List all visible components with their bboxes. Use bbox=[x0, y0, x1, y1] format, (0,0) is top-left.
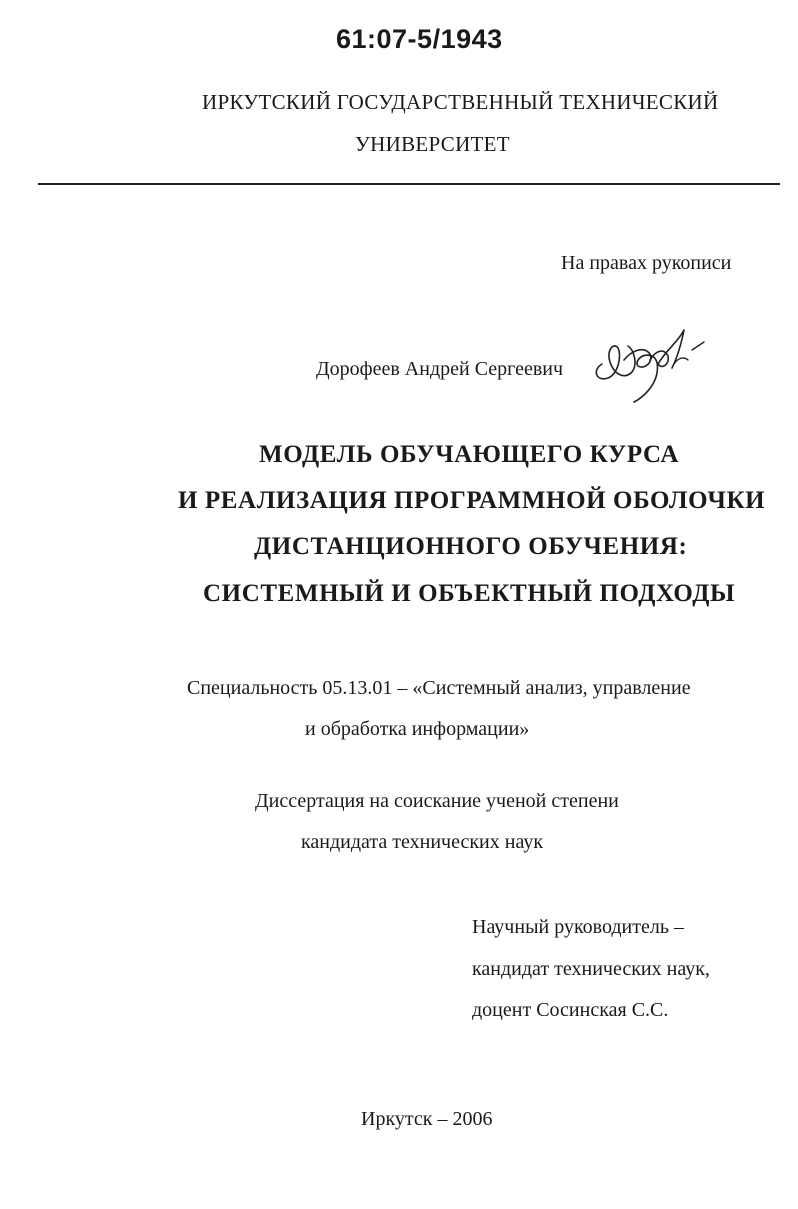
university-name-line1: ИРКУТСКИЙ ГОСУДАРСТВЕННЫЙ ТЕХНИЧЕСКИЙ bbox=[202, 90, 719, 114]
dissertation-title-line1: МОДЕЛЬ ОБУЧАЮЩЕГО КУРСА bbox=[259, 441, 680, 468]
specialty-line1: Специальность 05.13.01 – «Системный анализ, управление bbox=[187, 677, 691, 699]
dissertation-title-line2: И РЕАЛИЗАЦИЯ ПРОГРАММНОЙ ОБОЛОЧКИ bbox=[178, 487, 766, 514]
header-divider bbox=[38, 183, 780, 185]
dissertation-title-line4: СИСТЕМНЫЙ И ОБЪЕКТНЫЙ ПОДХОДЫ bbox=[203, 580, 736, 607]
supervisor-line2: кандидат технических наук, bbox=[472, 958, 710, 980]
university-name-line2: УНИВЕРСИТЕТ bbox=[355, 132, 510, 156]
author-name: Дорофеев Андрей Сергеевич bbox=[316, 358, 564, 380]
supervisor-line1: Научный руководитель – bbox=[472, 916, 684, 938]
dissertation-title-line3: ДИСТАНЦИОННОГО ОБУЧЕНИЯ: bbox=[254, 533, 688, 560]
rights-note: На правах рукописи bbox=[561, 252, 732, 274]
degree-line1: Диссертация на соискание ученой степени bbox=[255, 790, 619, 812]
specialty-line2: и обработка информации» bbox=[305, 718, 530, 740]
city-year: Иркутск – 2006 bbox=[361, 1108, 493, 1130]
degree-line2: кандидата технических наук bbox=[301, 831, 544, 853]
archive-stamp: 61:07-5/1943 bbox=[336, 24, 503, 54]
signature-icon bbox=[588, 320, 708, 410]
supervisor-line3: доцент Сосинская С.С. bbox=[472, 999, 669, 1021]
